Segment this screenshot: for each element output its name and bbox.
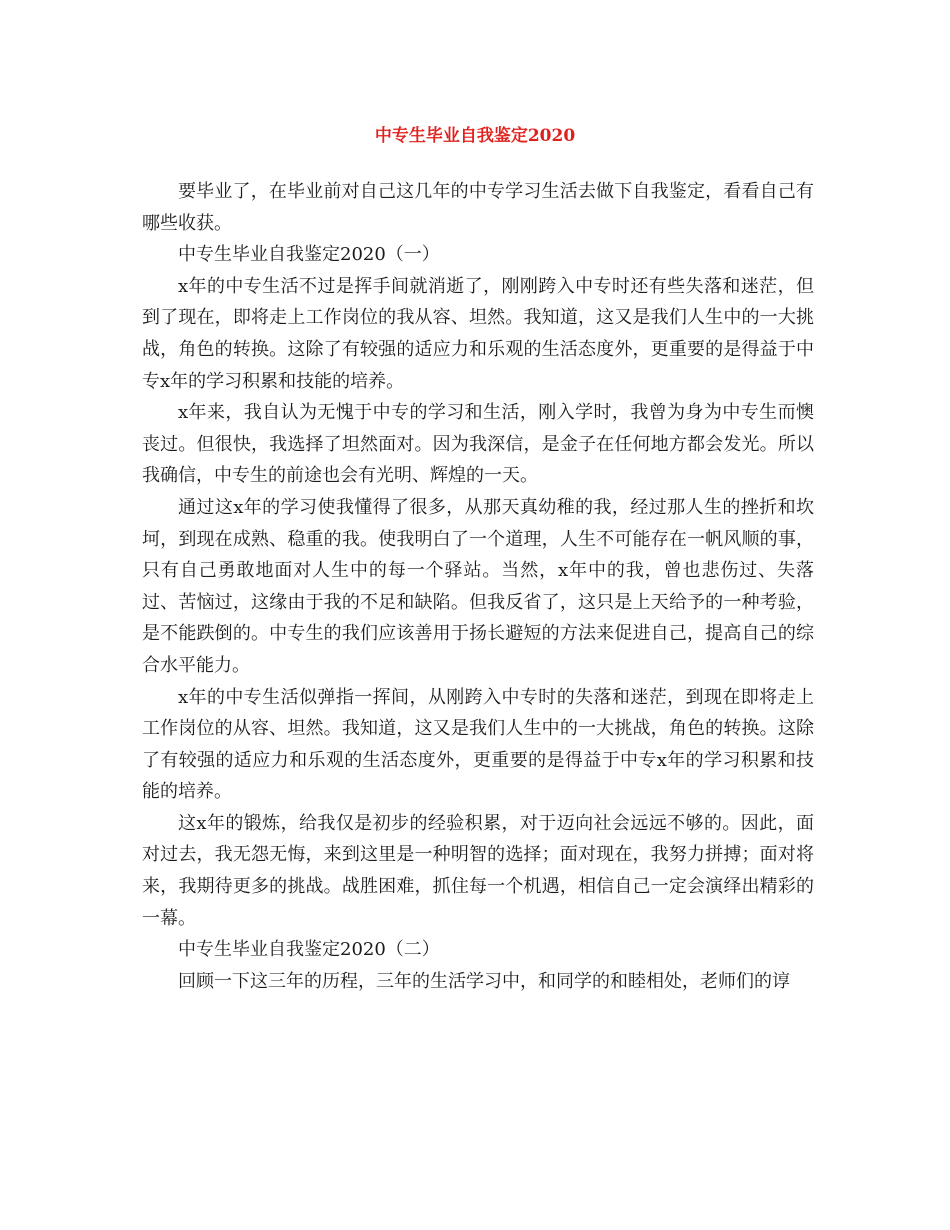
paragraph: x年来，我自认为无愧于中专的学习和生活，刚入学时，我曾为身为中专生而懊丧过。但很快，我选择了坦然面对。因为我深信，是金子在任何地方都会发光。所以我确信，中专生的前途也会有光明、辉煌的一天。	[142, 402, 814, 487]
paragraph: 通过这x年的学习使我懂得了很多，从那天真幼稚的我，经过那人生的挫折和坎坷，到现在成熟、稳重的我。使我明白了一个道理，人生不可能存在一帆风顺的事，只有自己勇敢地面对人生中的每一个驿站。当然，x年中的我，曾也悲伤过、失落过、苦恼过，这缘由于我的不足和缺陷。但我反省了，这只是上天给予的一种考验，是不能跌倒的。中专生的我们应该善用于扬长避短的方法来促进自己，提高自己的综合水平能力。	[142, 496, 814, 676]
paragraph: 回顾一下这三年的历程，三年的生活学习中，和同学的和睦相处，老师们的谆	[178, 970, 790, 992]
document-title: 中专生毕业自我鉴定2020	[374, 126, 576, 146]
paragraph: 这x年的锻炼，给我仅是初步的经验积累，对于迈向社会远远不够的。因此，面对过去，我无怨无悔，来到这里是一种明智的选择；面对现在，我努力拼搏；面对将来，我期待更多的挑战。战胜困难，抓住每一个机遇，相信自己一定会演绎出精彩的一幕。	[142, 812, 814, 929]
section-heading-two: 中专生毕业自我鉴定2020（二）	[178, 939, 440, 961]
section-heading-one: 中专生毕业自我鉴定2020（一）	[178, 244, 440, 266]
paragraph-intro: 要毕业了，在毕业前对自己这几年的中专学习生活去做下自我鉴定，看看自己有哪些收获。	[142, 181, 814, 234]
document-body	[142, 176, 814, 997]
paragraph: x年的中专生活不过是挥手间就消逝了，刚刚跨入中专时还有些失落和迷茫，但到了现在，即将走上工作岗位的我从容、坦然。我知道，这又是我们人生中的一大挑战，角色的转换。这除了有较强的适应力和乐观的生活态度外，更重要的是得益于中专x年的学习积累和技能的培养。	[142, 275, 814, 392]
paragraph: x年的中专生活似弹指一挥间，从刚跨入中专时的失落和迷茫，到现在即将走上工作岗位的从容、坦然。我知道，这又是我们人生中的一大挑战，角色的转换。这除了有较强的适应力和乐观的生活态度外，更重要的是得益于中专x年的学习积累和技能的培养。	[142, 686, 814, 803]
